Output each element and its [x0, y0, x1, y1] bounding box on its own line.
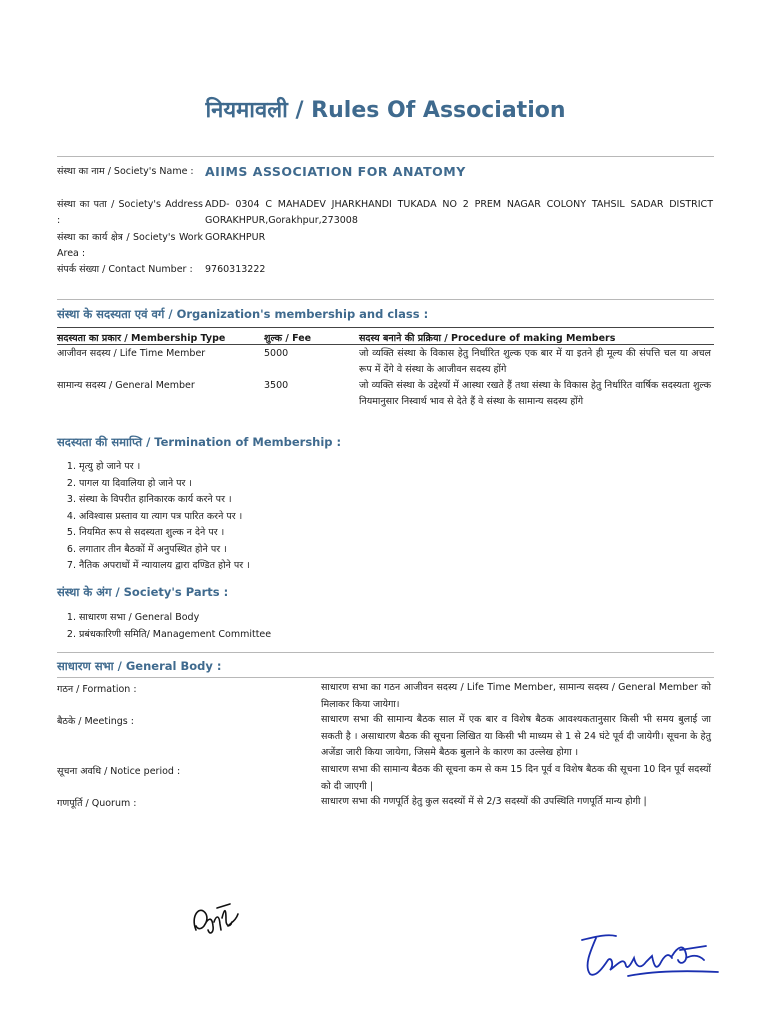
- parts-list: [57, 610, 271, 643]
- divider: [57, 652, 714, 653]
- general-body-heading: साधारण सभा / General Body :: [57, 659, 222, 673]
- divider: [57, 156, 714, 157]
- list-item: 2. पागल या दिवालिया हो जाने पर ।: [79, 476, 250, 493]
- notice-period-label: सूचना अवधि / Notice period :: [57, 766, 181, 777]
- signature-right: [568, 926, 728, 986]
- col-header-procedure: सदस्य बनाने की प्रक्रिया / Procedure of making Members: [359, 333, 616, 344]
- divider: [57, 299, 714, 300]
- membership-heading: संस्था के सदस्यता एवं वर्ग / Organization's membership and class :: [57, 307, 429, 321]
- table-top-rule: [57, 327, 714, 328]
- col-header-fee: शुल्क / Fee: [264, 333, 312, 344]
- meetings-label: बैठके / Meetings :: [57, 716, 134, 727]
- list-item: 5. नियमित रूप से सदस्यता शुल्क न देने पर ।: [79, 525, 250, 542]
- list-item: 3. संस्था के विपरीत हानिकारक कार्य करने पर ।: [79, 492, 250, 509]
- member-type-cell: सामान्य सदस्य / General Member: [57, 380, 195, 391]
- procedure-cell: जो व्यक्ति संस्था के विकास हेतु निर्धारित शुल्क एक बार में या इतने ही मूल्य की संपत्ति चल या अचल रूप में देंगे वे संस्था के आजीवन सदस्य होंगे: [359, 348, 711, 375]
- fee-cell: 3500: [264, 380, 289, 391]
- formation-value: साधारण सभा का गठन आजीवन सदस्य / Life Time Member, सामान्य सदस्य / General Member को मिलाकर किया जायेगा।: [321, 682, 711, 710]
- work-area-value: GORAKHPUR: [205, 232, 266, 243]
- fee-cell: 5000: [264, 348, 289, 359]
- table-header-rule: [57, 344, 714, 345]
- quorum-value: साधारण सभा की गणपूर्ति हेतु कुल सदस्यों में से 2/3 सदस्यों की उपस्थिति गणपूर्ति मान्य होगी |: [321, 796, 647, 807]
- contact-value: 9760313222: [205, 264, 266, 275]
- member-type-cell: आजीवन सदस्य / Life Time Member: [57, 348, 206, 359]
- list-item: 1. साधारण सभा / General Body: [79, 610, 271, 627]
- procedure-cell: जो व्यक्ति संस्था के उद्देश्यों में आस्था रखते हैं तथा संस्था के विकास हेतु निर्धारित वार्षिक सदस्यता शुल्क नियमानुसार निस्वार्थ भाव से देते हैं वे संस्था के सामान्य सदस्य होंगे: [359, 380, 711, 407]
- notice-period-value: साधारण सभा की सामान्य बैठक की सूचना कम से कम 15 दिन पूर्व व विशेष बैठक की सूचना 10 दिन पूर्व सदस्यों को दी जाएगी |: [321, 764, 711, 792]
- col-header-type: सदस्यता का प्रकार / Membership Type: [57, 333, 226, 344]
- termination-list: [57, 459, 250, 575]
- list-item: 6. लगातार तीन बैठकों में अनुपस्थित होने पर ।: [79, 542, 250, 559]
- parts-heading: संस्था के अंग / Society's Parts :: [57, 585, 229, 599]
- list-item: 1. मृत्यु हो जाने पर ।: [79, 459, 250, 476]
- meetings-value: साधारण सभा की सामान्य बैठक साल में एक बार व विशेष बैठक आवश्यकतानुसार किसी भी समय बुलाई जा सकती है । असाधारण बैठक की सूचना लिखित या किसी भी माध्यम से 1 से 24 घंटे पूर्व दी जायेगी। सूचना के हेतु अजेंडा जारी किया जायेगा, जिसमे बैठक बुलाने के कारण का उल्लेख होगा ।: [321, 714, 711, 758]
- society-address-label: संस्था का पता / Society's Address :: [57, 199, 203, 226]
- society-name-value: AIIMS ASSOCIATION FOR ANATOMY: [205, 164, 466, 179]
- society-address-value: ADD- 0304 C MAHADEV JHARKHANDI TUKADA NO 2 PREM NAGAR COLONY TAHSIL SADAR DISTRICT GORAKHPUR,Gorakhpur,273008: [205, 199, 713, 226]
- page-title: नियमावली / Rules Of Association: [205, 98, 566, 123]
- society-name-label: संस्था का नाम / Society's Name :: [57, 166, 194, 177]
- list-item: 7. नैतिक अपराधों में न्यायालय द्वारा दण्डित होने पर ।: [79, 558, 250, 575]
- list-item: 2. प्रबंधकारिणी समिति/ Management Committee: [79, 627, 271, 644]
- signature-left: [186, 896, 242, 944]
- divider: [57, 677, 714, 678]
- list-item: 4. अविश्वास प्रस्ताव या त्याग पत्र पारित करने पर ।: [79, 509, 250, 526]
- contact-label: संपर्क संख्या / Contact Number :: [57, 264, 193, 275]
- quorum-label: गणपूर्ति / Quorum :: [57, 798, 137, 809]
- termination-heading: सदस्यता की समाप्ति / Termination of Membership :: [57, 435, 342, 449]
- formation-label: गठन / Formation :: [57, 684, 137, 695]
- work-area-label: संस्था का कार्य क्षेत्र / Society's Work Area :: [57, 232, 203, 259]
